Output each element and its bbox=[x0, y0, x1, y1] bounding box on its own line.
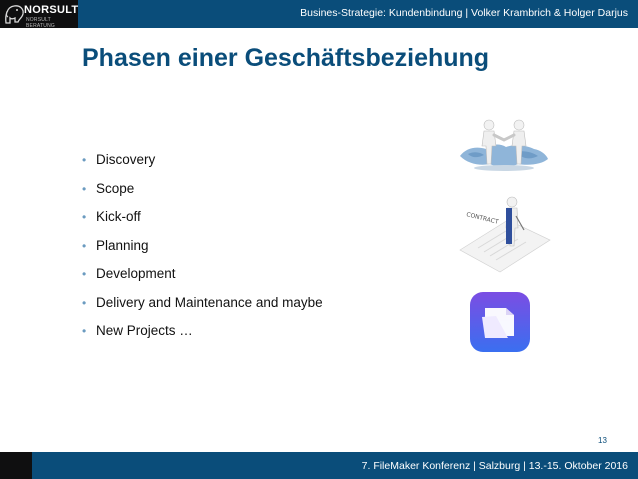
bullet-text: Development bbox=[96, 266, 176, 281]
bullet-text: Delivery and Maintenance and maybe bbox=[96, 294, 323, 310]
bullet-dot: • bbox=[82, 210, 87, 224]
bullet-item bbox=[82, 238, 323, 267]
filemaker-app-icon bbox=[470, 292, 530, 352]
bullet-text: New Projects … bbox=[96, 323, 193, 338]
footer-bar bbox=[0, 452, 638, 479]
bullet-item bbox=[82, 181, 323, 210]
logo-subtext: NORSULT BERATUNG bbox=[26, 17, 56, 29]
bullet-dot: • bbox=[82, 153, 87, 167]
bullet-dot: • bbox=[82, 181, 87, 196]
figure-signing-contract-icon bbox=[456, 194, 552, 274]
handshake-on-world-map-icon bbox=[456, 116, 552, 178]
bullet-item bbox=[82, 209, 323, 238]
bullet-dot: • bbox=[82, 324, 87, 338]
bullet-item bbox=[82, 323, 323, 352]
footer-text: 7. FileMaker Konferenz | Salzburg | 13.-15. Oktober 2016 bbox=[361, 460, 628, 472]
page-number: 13 bbox=[598, 436, 607, 445]
bullet-dot: • bbox=[82, 295, 87, 310]
header-bar bbox=[0, 0, 638, 28]
bullet-item bbox=[82, 152, 323, 181]
footer-block bbox=[0, 452, 32, 479]
bullet-item bbox=[82, 266, 323, 295]
bullet-text: Discovery bbox=[96, 152, 156, 167]
header-text: Busines-Strategie: Kundenbindung | Volker Krambrich & Holger Darjus bbox=[300, 7, 628, 19]
bullet-text: Kick-off bbox=[96, 209, 141, 224]
logo-text: NORSULT bbox=[24, 4, 79, 16]
bullet-text: Planning bbox=[96, 237, 149, 253]
contract-label: CONTRACT bbox=[465, 211, 500, 226]
norsult-logo bbox=[0, 0, 78, 28]
bullet-item bbox=[82, 295, 323, 324]
bullet-dot: • bbox=[82, 238, 87, 253]
slide-title: Phasen einer Geschäftsbeziehung bbox=[82, 44, 490, 72]
bullet-list bbox=[82, 152, 323, 352]
bullet-text: Scope bbox=[96, 180, 135, 196]
bullet-dot: • bbox=[82, 267, 87, 281]
